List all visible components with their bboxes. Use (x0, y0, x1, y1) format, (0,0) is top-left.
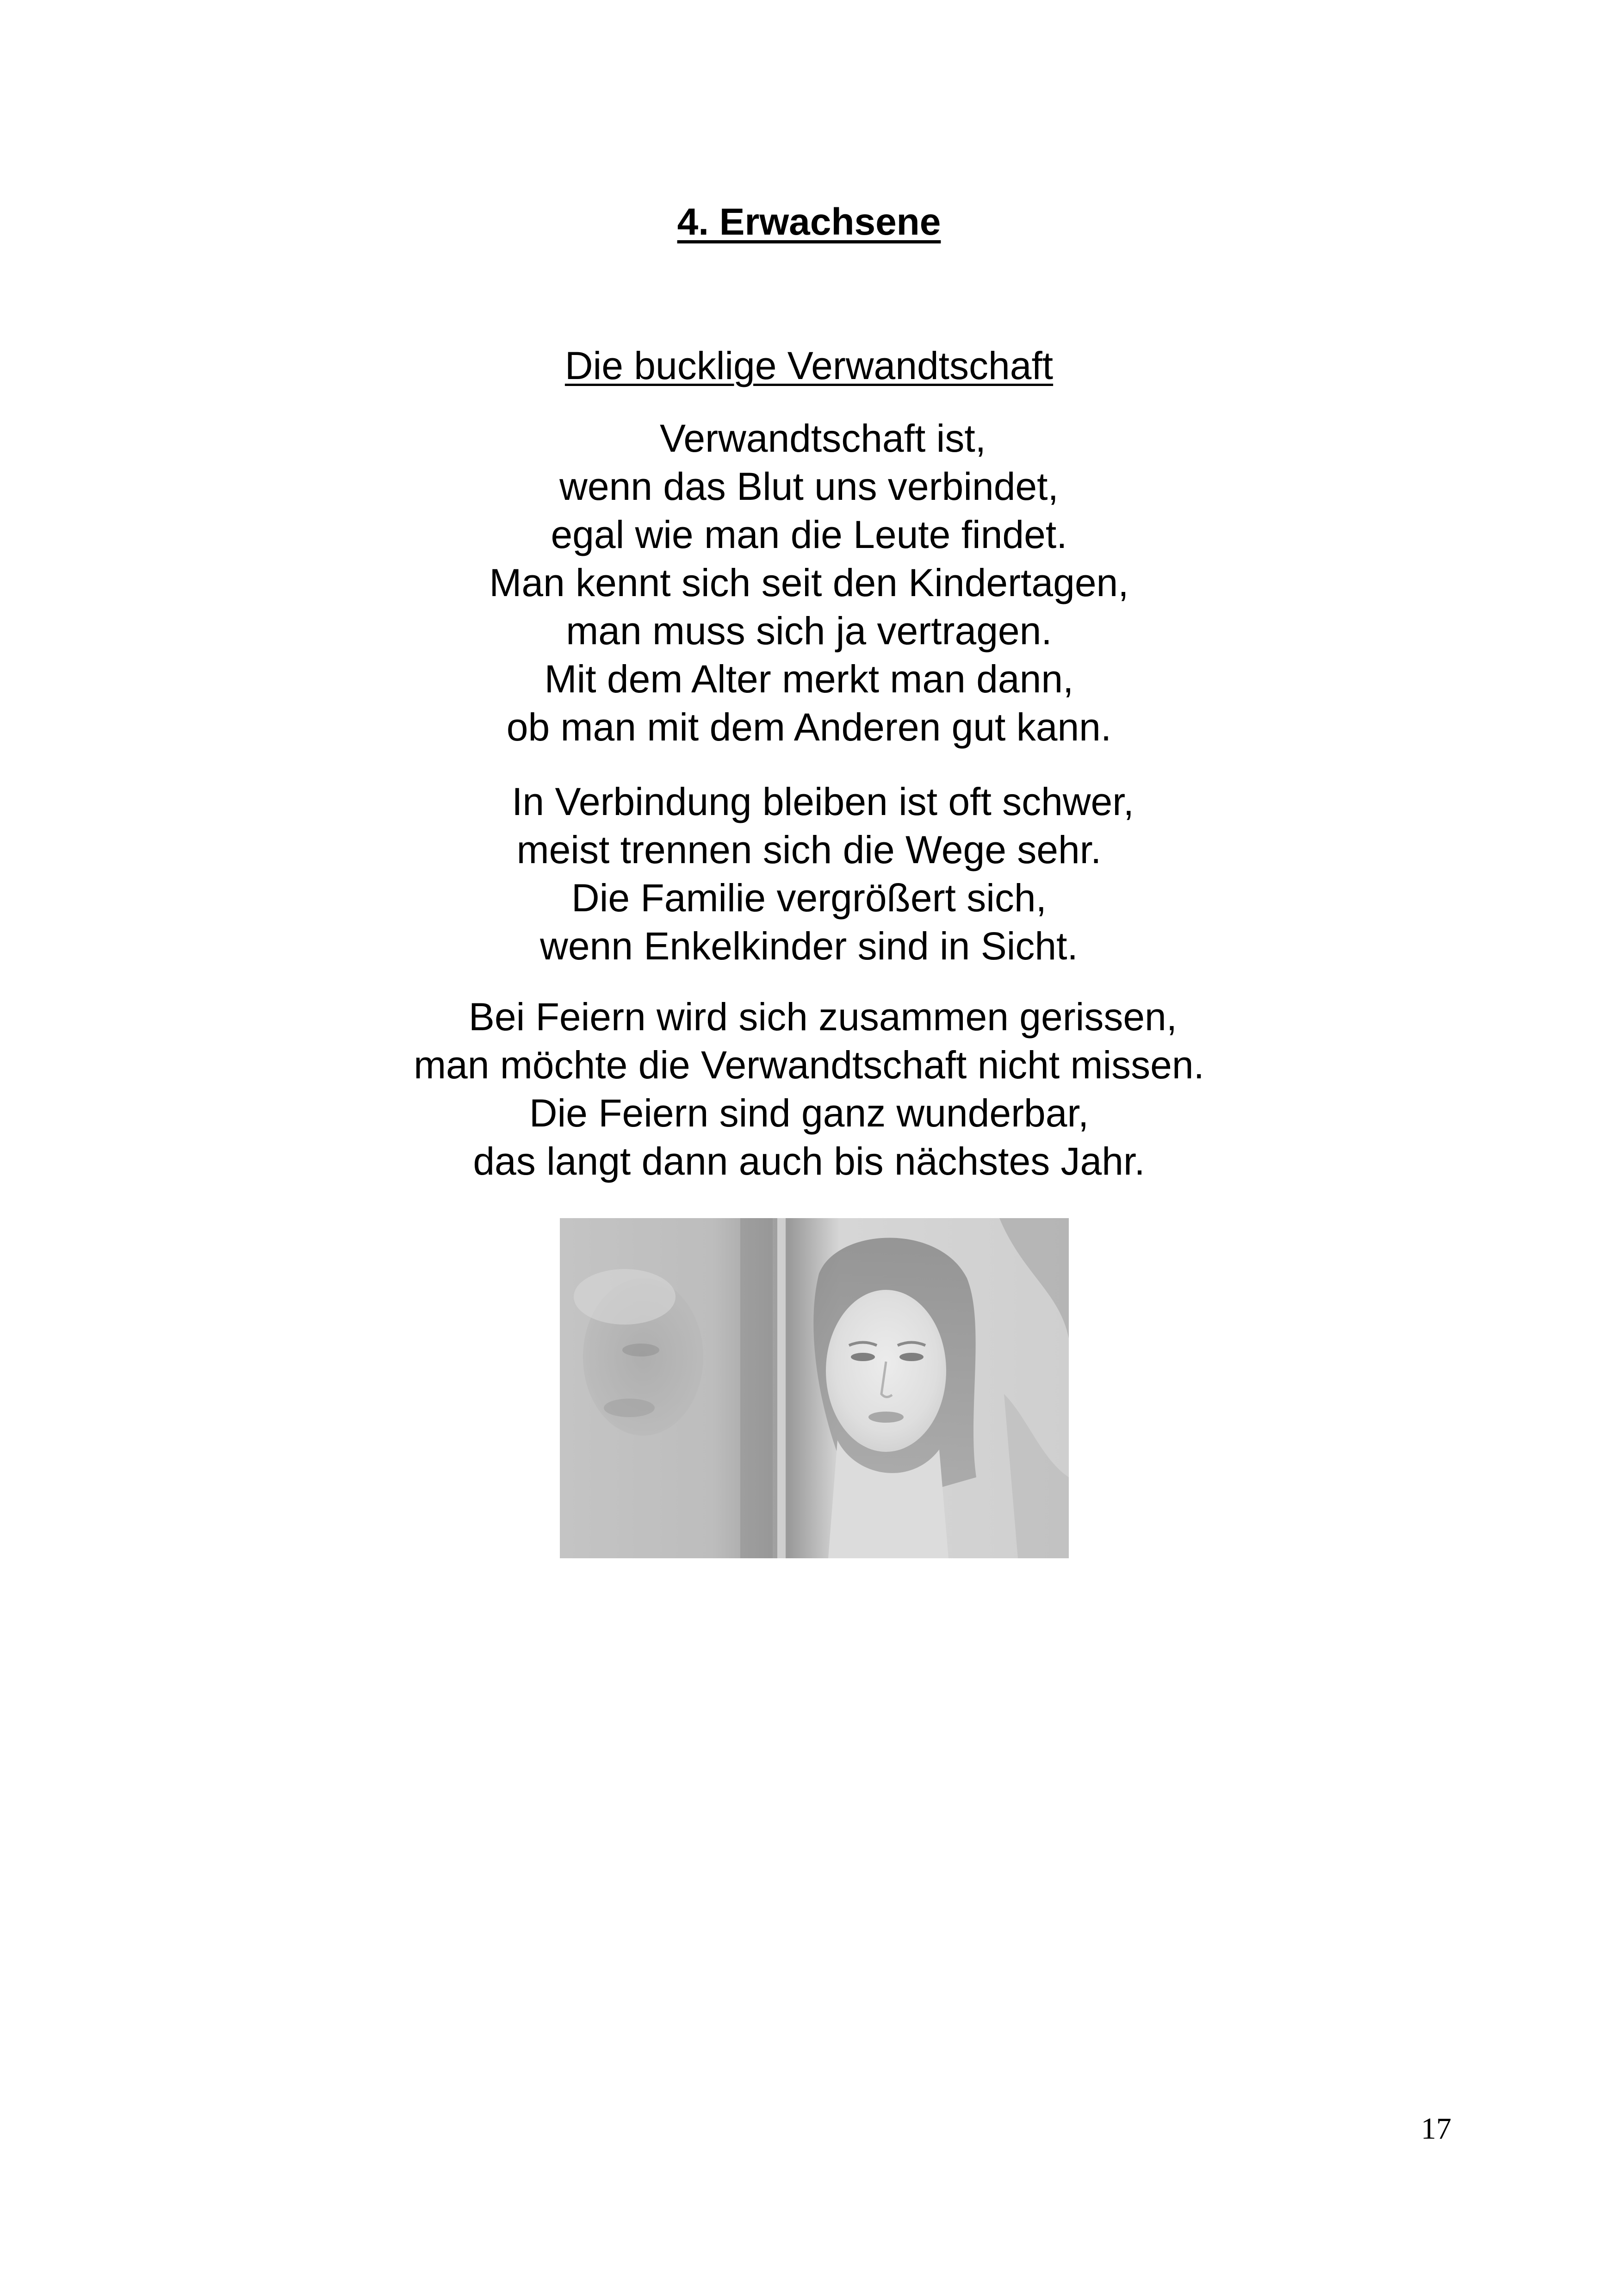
poem-line: Bei Feiern wird sich zusammen gerissen, (468, 995, 1178, 1039)
poem-line: In Verbindung bleiben ist oft schwer, (512, 780, 1134, 823)
poem-line: Die Feiern sind ganz wunderbar, (529, 1091, 1089, 1135)
page-number: 17 (1421, 2112, 1451, 2146)
poem-title: Die bucklige Verwandtschaft (564, 344, 1054, 387)
poem-stanza-2 (0, 778, 1618, 970)
chapter-title: 4. Erwachsene (677, 201, 941, 243)
poem-line: Mit dem Alter merkt man dann, (544, 657, 1074, 701)
poem-line: Die Familie vergrößert sich, (571, 876, 1047, 920)
poem-line: man muss sich ja vertragen. (566, 609, 1052, 653)
poem-line: das langt dann auch bis nächstes Jahr. (473, 1139, 1145, 1183)
poem-line: man möchte die Verwandtschaft nicht missen. (414, 1043, 1204, 1087)
poem-stanza-3 (0, 993, 1618, 1185)
poem-line: meist trennen sich die Wege sehr. (516, 828, 1102, 871)
family-photo (560, 1218, 1069, 1558)
poem-line: egal wie man die Leute findet. (551, 513, 1067, 556)
poem-line: wenn das Blut uns verbindet, (559, 465, 1059, 508)
poem-line: Verwandtschaft ist, (659, 417, 986, 460)
poem-line: Man kennt sich seit den Kindertagen, (489, 561, 1129, 604)
poem-line: wenn Enkelkinder sind in Sicht. (540, 924, 1078, 968)
poem-line: ob man mit dem Anderen gut kann. (506, 705, 1112, 749)
poem-stanza-1 (0, 414, 1618, 751)
photo-illustration (560, 1218, 1069, 1558)
